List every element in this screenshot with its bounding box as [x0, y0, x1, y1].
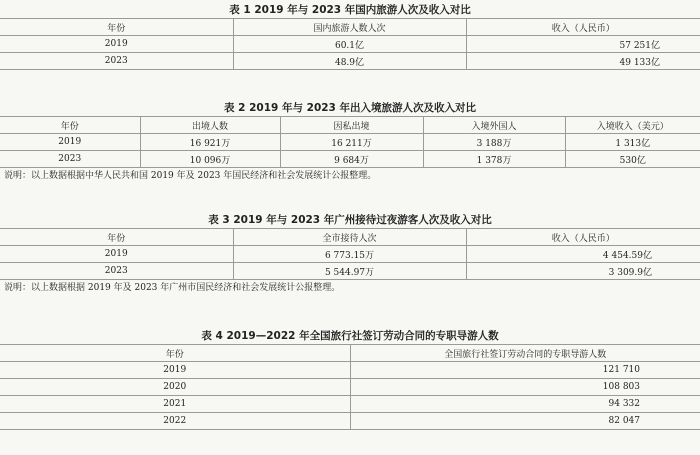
- cell-year: 2021: [0, 396, 350, 413]
- table-row: [0, 36, 700, 53]
- cell-value: 10 096万: [140, 151, 280, 168]
- cell-value: 4 454.59亿: [466, 246, 700, 263]
- header-income: 收入（人民币）: [466, 229, 700, 246]
- table-row: [0, 362, 700, 379]
- table-3-block: [0, 212, 700, 296]
- table-row: [0, 151, 700, 168]
- cell-year: 2023: [0, 151, 140, 168]
- cell-year: 2019: [0, 246, 233, 263]
- cell-value: 1 313亿: [565, 134, 700, 151]
- cell-value: 121 710: [350, 362, 700, 379]
- table-row: [0, 53, 700, 70]
- table-2-note: 说明：以上数据根据中华人民共和国 2019 年及 2023 年国民经济和社会发展统计公报整理。: [4, 171, 377, 181]
- table-row: [0, 413, 700, 430]
- cell-value: 3 309.9亿: [466, 263, 700, 280]
- table-1: [0, 18, 700, 70]
- cell-year: 2019: [0, 36, 233, 53]
- cell-value: 9 684万: [280, 151, 423, 168]
- header-year: 年份: [0, 19, 233, 36]
- cell-value: 6 773.15万: [233, 246, 466, 263]
- table-1-block: [0, 2, 700, 70]
- header-guides: 全国旅行社签订劳动合同的专职导游人数: [350, 345, 700, 362]
- header-year: 年份: [0, 345, 350, 362]
- cell-value: 82 047: [350, 413, 700, 430]
- cell-year: 2020: [0, 379, 350, 396]
- cell-value: 94 332: [350, 396, 700, 413]
- header-domestic-trips: 国内旅游人数人次: [233, 19, 466, 36]
- cell-value: 3 188万: [423, 134, 565, 151]
- cell-value: 1 378万: [423, 151, 565, 168]
- table-3: [0, 228, 700, 280]
- table-2-title: 表 2 2019 年与 2023 年出入境旅游人次及收入对比: [223, 102, 477, 114]
- header-year: 年份: [0, 117, 140, 134]
- cell-value: 48.9亿: [233, 53, 466, 70]
- cell-year: 2019: [0, 134, 140, 151]
- table-3-title: 表 3 2019 年与 2023 年广州接待过夜游客人次及收入对比: [208, 214, 492, 226]
- cell-value: 5 544.97万: [233, 263, 466, 280]
- cell-value: 57 251亿: [466, 36, 700, 53]
- cell-year: 2023: [0, 53, 233, 70]
- table-2-block: [0, 100, 700, 184]
- table-row: [0, 396, 700, 413]
- table-2: [0, 116, 700, 168]
- table-3-note: 说明：以上数据根据 2019 年及 2023 年广州市国民经济和社会发展统计公报整理。: [4, 283, 341, 293]
- header-inbound-foreigners: 入境外国人: [423, 117, 565, 134]
- header-private-outbound: 因私出境: [280, 117, 423, 134]
- header-visitors: 全市接待人次: [233, 229, 466, 246]
- table-4-block: [0, 328, 700, 430]
- cell-value: 108 803: [350, 379, 700, 396]
- cell-year: 2022: [0, 413, 350, 430]
- cell-value: 16 211万: [280, 134, 423, 151]
- table-4: [0, 344, 700, 430]
- cell-year: 2019: [0, 362, 350, 379]
- table-row: [0, 379, 700, 396]
- cell-value: 49 133亿: [466, 53, 700, 70]
- table-header-row: [0, 117, 700, 134]
- cell-value: 60.1亿: [233, 36, 466, 53]
- table-1-title: 表 1 2019 年与 2023 年国内旅游人次及收入对比: [229, 4, 471, 16]
- header-year: 年份: [0, 229, 233, 246]
- cell-value: 530亿: [565, 151, 700, 168]
- header-outbound: 出境人数: [140, 117, 280, 134]
- header-income: 收入（人民币）: [466, 19, 700, 36]
- table-row: [0, 134, 700, 151]
- cell-year: 2023: [0, 263, 233, 280]
- table-row: [0, 263, 700, 280]
- header-inbound-income: 入境收入（美元）: [565, 117, 700, 134]
- table-4-title: 表 4 2019—2022 年全国旅行社签订劳动合同的专职导游人数: [201, 330, 499, 342]
- table-header-row: [0, 229, 700, 246]
- table-header-row: [0, 345, 700, 362]
- table-header-row: [0, 19, 700, 36]
- table-row: [0, 246, 700, 263]
- cell-value: 16 921万: [140, 134, 280, 151]
